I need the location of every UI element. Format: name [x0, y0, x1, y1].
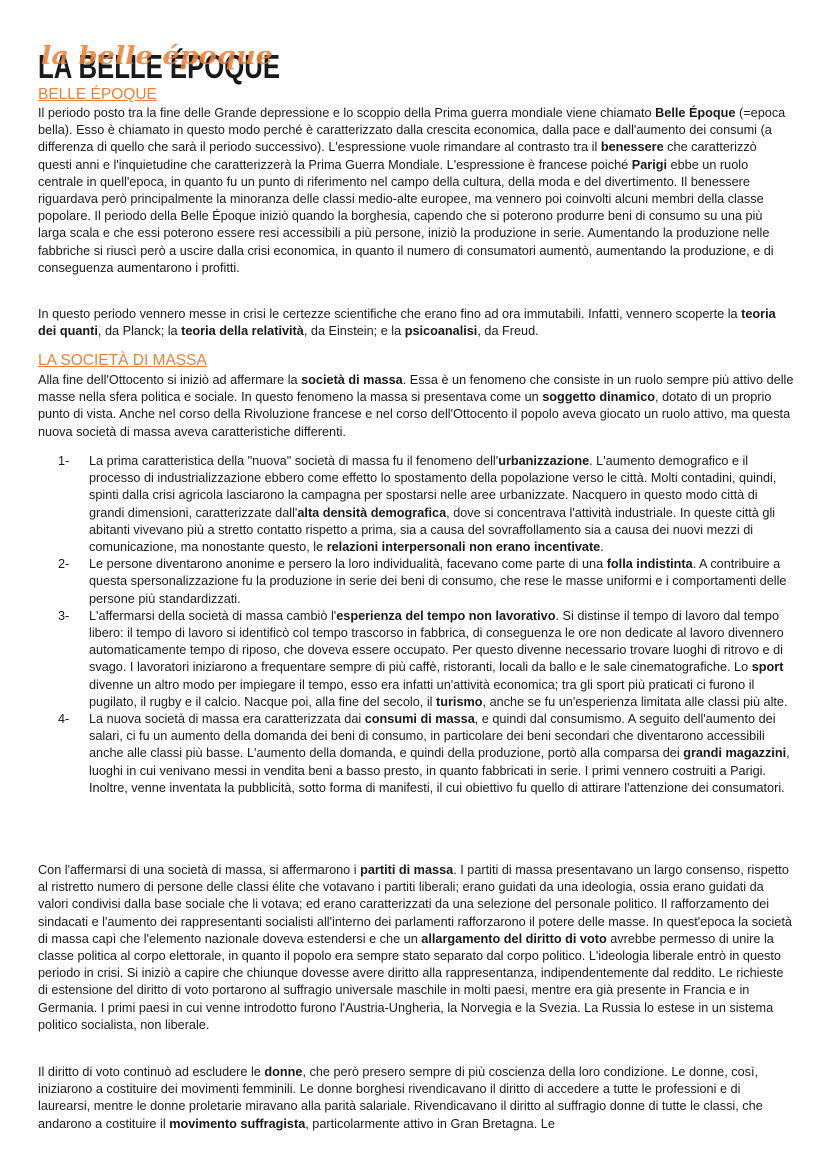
- text-run: , che però presero sempre di più coscienza della loro condizione. Le donne, così, iniziarono a costituire dei movimenti femminili. Le donne borghesi rivendicavano il diritto di accedere a tutte le professioni e di laurearsi, mentre le donne proletarie miravano alla parità salariale. Rivendicavano il diritto al suffragio donne di tutte le classi, che andarono a costituire il: [38, 1065, 763, 1131]
- text-run: . A contribuire a questa spersonalizzazione fu la produzione in serie dei beni di consumo, che rese le masse uniformi e i comportamenti delle persone più standardizzati.: [89, 557, 787, 606]
- bold-term: teoria dei quanti: [38, 307, 776, 339]
- text-run: La prima caratteristica della "nuova" società di massa fu il fenomeno dell': [89, 454, 499, 468]
- bold-term: partiti di massa: [360, 863, 454, 877]
- text-run: In questo periodo vennero messe in crisi le certezze scientifiche che erano fino ad ora immutabili. Infatti, vennero scoperte la: [38, 307, 742, 321]
- text-run: Con l'affermarsi di una società di massa, si affermarono i: [38, 863, 361, 877]
- bold-term: relazioni interpersonali non erano incentivate: [326, 540, 601, 555]
- text-run: (=epoca bella). Esso è chiamato in questo modo perché è caratterizzato dalla crescita economica, dalla pace e dall'aumento dei consumi (a differenza di quello che sarà il periodo successivo). L'espressione vuole rimandare al contrasto tra il: [38, 106, 786, 155]
- bold-term: donne: [264, 1065, 303, 1079]
- bold-term: soggetto dinamico: [542, 390, 656, 405]
- bold-term: urbanizzazione: [498, 454, 590, 468]
- bold-term: grandi magazzini: [683, 746, 787, 761]
- list-item-text: [89, 609, 788, 709]
- text-run: , da Freud.: [477, 324, 539, 339]
- text-run: Il periodo posto tra la fine delle Grande depressione e lo scoppio della Prima guerra mondiale viene chiamato: [38, 106, 656, 120]
- text-run: .: [600, 540, 604, 555]
- heading-societa-di-massa: LA SOCIETÀ DI MASSA: [38, 352, 207, 369]
- text-run: , particolarmente attivo in Gran Bretagna. Le: [305, 1116, 555, 1131]
- bold-term: psicoanalisi: [404, 324, 478, 339]
- list-item-text: [89, 712, 790, 795]
- paragraph-societa-intro: [38, 372, 794, 441]
- text-run: . Si distinse il tempo di lavoro dal tempo libero: il tempo di lavoro si identificò col tempo trascorso in fabbrica, di conseguenza le ore non dedicate al lavoro divennero automaticamente tempo di riposo, che doveva essere occupato. Per questo divenne necessario trovare luoghi di ritrovo e di svago. I lavoratori iniziarono a frequentare sempre di più caffè, ristoranti, locali da ballo e le sale cinematografiche. Lo: [89, 608, 784, 675]
- text-run: , da Einstein; e la: [303, 324, 405, 339]
- text-run: che caratterizzò questi anni e l'inquietudine che caratterizzerà la Prima Guerra Mondiale. L'espressione è francese poiché: [38, 140, 757, 172]
- text-run: . L'aumento demografico e il processo di industrializzazione ebbero come effetto lo spostamento della popolazione verso le città. Molti contadini, quindi, spinti dalla crisi agricola lasciarono la campagna per spostarsi nelle aree urbanizzate. Nacquero in questo modo città di grandi dimensioni, caratterizzate dall': [89, 454, 777, 520]
- bold-term: sport: [751, 660, 784, 675]
- text-run: , anche se fu un'esperienza limitata alle classi più alte.: [482, 694, 788, 709]
- bold-term: movimento suffragista: [169, 1116, 306, 1131]
- heading-belle-epoque: BELLE ÉPOQUE: [38, 86, 157, 103]
- text-run: Le persone diventarono anonime e persero la loro individualità, facevano come parte di una: [89, 557, 607, 572]
- text-run: L'affermarsi della società di massa cambiò l': [89, 608, 337, 623]
- list-item: [58, 608, 794, 711]
- bold-term: esperienza del tempo non lavorativo: [336, 608, 556, 623]
- text-run: , da Planck; la: [97, 324, 182, 339]
- list-number: 2-: [58, 557, 70, 572]
- list-number: 1-: [58, 454, 70, 468]
- text-run: Alla fine dell'Ottocento si iniziò ad affermare la: [38, 373, 302, 387]
- text-run: . Essa è un fenomeno che consiste in un ruolo sempre più attivo delle masse nella sfera politica e sociale. In questo fenomeno la massa si presentava come un: [38, 373, 794, 405]
- paragraph-partiti-di-massa: [38, 862, 794, 1034]
- bold-term: Parigi: [631, 157, 668, 172]
- text-run: , luoghi in cui venivano messi in vendita beni a basso presto, in quanto fabbricati in serie. I primi vennero costruiti a Parigi. Inoltre, venne inventata la pubblicità, sotto forma di manifesti, il cui obiettivo fu quello di attirare l'attenzione dei consumatori.: [89, 746, 790, 795]
- text-run: , dove si concentrava l'attività industriale. In queste città gli abitanti vivevano più a stretto contatto rispetto a prima, sia a causa del sovraffollamento sia a causa dei nuovi mezzi di comunicazione, ma nonostante questo, le: [89, 505, 776, 555]
- bold-term: alta densità demografica: [297, 505, 447, 520]
- bold-term: consumi di massa: [364, 712, 475, 727]
- logo-script-text: la belle époque: [41, 41, 273, 70]
- list-item-text: [89, 557, 786, 605]
- text-run: divenne un altro modo per impiegare il tempo, esso era infatti un'attività economica; tra gli sport più praticati ci furono il pugilato, il rugby e il calcio. Nacque poi, alla fine del secolo, il: [89, 677, 755, 709]
- list-item: [58, 556, 794, 608]
- bold-term: allargamento del diritto di voto: [421, 931, 607, 946]
- bold-term: Belle Époque: [655, 106, 736, 120]
- list-item: [58, 453, 794, 556]
- paragraph-donne: [38, 1064, 794, 1133]
- text-run: , dotato di un proprio punto di vista. Anche nel corso della Rivoluzione francese e nel corso dell'Ottocento il popolo aveva giocato un ruolo attivo, ma questa nuova società di massa aveva caratteristiche differenti.: [38, 390, 791, 439]
- list-number: 4-: [58, 712, 70, 727]
- bold-term: società di massa: [301, 373, 403, 387]
- text-run: ebbe un ruolo centrale in quell'epoca, in quanto fu un punto di riferimento nel campo della cultura, della moda e del divertimento. Il benessere riguardava però principalmente la minoranza delle classi medio-alte europee, ma vennero poi coinvolti alcuni membri della classe popolare. Il periodo della Belle Époque iniziò quando la borghesia, capendo che si poterono produrre beni di consumo su una più larga scala e che essi poterono essere resi accessibili a più persone, iniziò la produzione in serie. Aumentando la produzione nelle fabbriche si riuscì però a uscire dalla crisi economica, in quanto il numero di consumatori aumentò, aumentando la produzione, e di conseguenza aumentarono i profitti.: [38, 157, 774, 275]
- text-run: , e quindi dal consumismo. A seguito dell'aumento dei salari, ci fu un aumento della domanda dei beni di consumo, in particolare dei beni secondari che diventarono accessibili anche alle classi più basse. L'aumento della domanda, e quindi della produzione, portò alla comparsa dei: [89, 712, 776, 761]
- paragraph-scienze: [38, 306, 794, 340]
- characteristics-list: [58, 453, 794, 797]
- title-logo: [38, 38, 288, 88]
- list-number: 3-: [58, 608, 70, 623]
- paragraph-belle-epoque-intro: [38, 105, 794, 277]
- bold-term: folla indistinta: [606, 557, 693, 572]
- bold-term: teoria della relatività: [181, 324, 304, 339]
- logo-main-text: LA BELLE ÉPOQUE: [38, 48, 280, 85]
- text-run: avrebbe permesso di unire la classe politica al corpo elettorale, in quanto il popolo era sempre stato separato dal corpo politico. L'ideologia liberale entrò in questo periodo in crisi. Si iniziò a capire che chiunque dovesse avere diritto alla rappresentanza, indipendentemente dal reddito. Le richieste di estensione del diritto di voto portarono al suffragio universale maschile in molti paesi, mentre era già presente in Francia e in Germania. I primi paesi in cui venne introdotto furono l'Austria-Ungheria, la Norvegia e la Svezia. La Russia lo estese in un sistema politico socialista, non liberale.: [38, 931, 784, 1032]
- text-run: Il diritto di voto continuò ad escludere le: [38, 1065, 265, 1079]
- bold-term: benessere: [600, 140, 664, 155]
- text-run: La nuova società di massa era caratterizzata dai: [89, 712, 365, 727]
- list-item: [58, 711, 794, 797]
- bold-term: turismo: [436, 694, 483, 709]
- list-item-text: [89, 454, 776, 554]
- text-run: . I partiti di massa presentavano un largo consenso, rispetto al ristretto numero di persone delle classi élite che votavano i partiti liberali; erano guidati da una ideologia, ossia erano guidati da valori condivisi dalla base sociale che li votava; ed erano caratterizzati da una selezione del personale politico. Il rafforzamento dei sindacati e l'aumento dei rappresentanti socialisti all'interno dei parlamenti rafforzarono il potere delle masse. In quest'epoca la società di massa capì che l'elemento nazionale doveva estendersi e che un: [38, 863, 792, 946]
